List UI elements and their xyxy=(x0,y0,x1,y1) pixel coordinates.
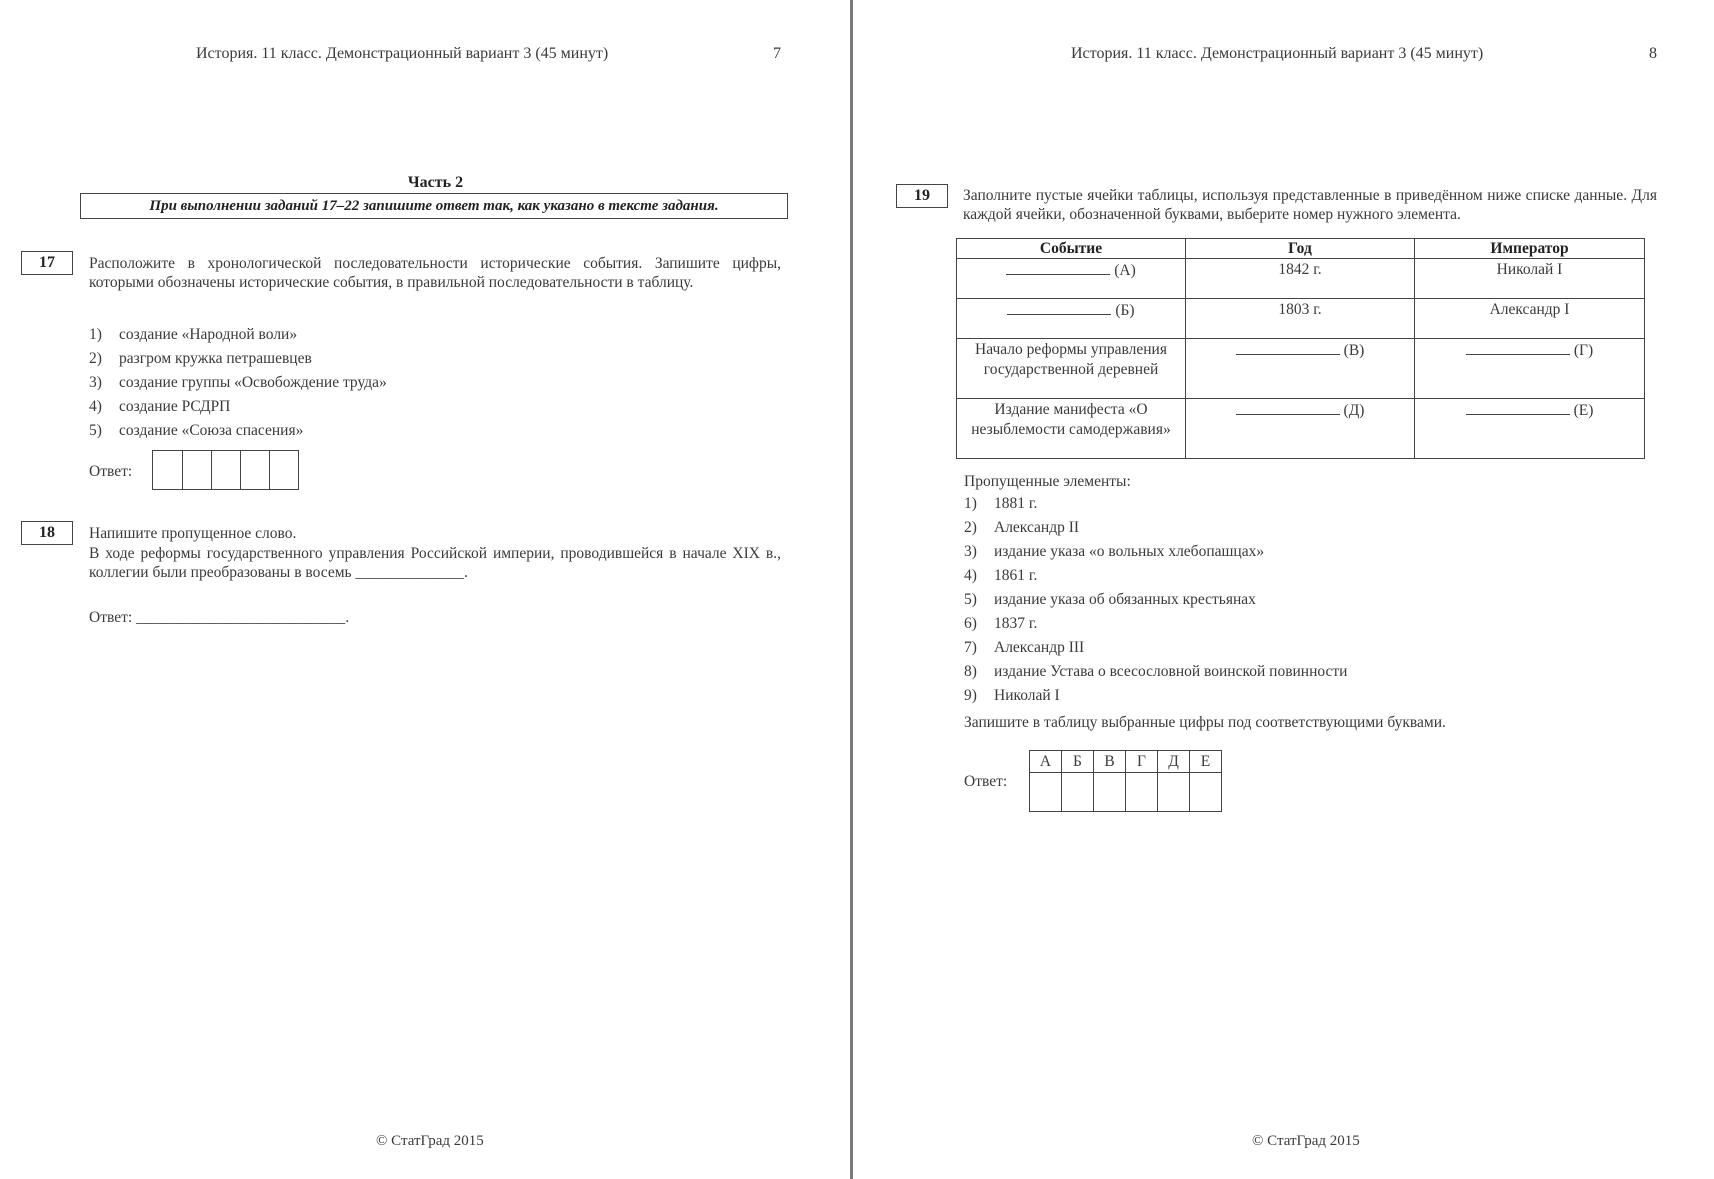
list-item xyxy=(89,368,387,392)
task19-options xyxy=(964,489,1347,705)
cell-emperor xyxy=(1415,299,1645,339)
missing-elements-label: Пропущенные элементы: xyxy=(964,473,1131,490)
instruction-box xyxy=(80,193,788,219)
blank-line[interactable] xyxy=(1006,260,1110,275)
task17-options xyxy=(89,320,387,440)
answer-cell[interactable] xyxy=(1126,773,1158,812)
list-item xyxy=(89,392,387,416)
list-item xyxy=(964,657,1347,681)
task-number-text: 17 xyxy=(39,254,55,271)
answer-cell[interactable] xyxy=(153,451,182,489)
cell-letter: (А) xyxy=(1114,262,1136,280)
list-item-number: 2) xyxy=(89,349,102,367)
cell-emperor-text: Александр I xyxy=(1489,301,1570,319)
list-item-text: издание указа об обязанных крестьянах xyxy=(994,590,1256,608)
list-item-text: 1837 г. xyxy=(994,614,1038,632)
list-item-number: 2) xyxy=(964,518,977,536)
task19-table xyxy=(956,238,1645,459)
page-right xyxy=(853,0,1714,1179)
blank-line[interactable] xyxy=(1466,400,1570,415)
instruction-text: При выполнении заданий 17–22 запишите ответ так, как указано в тексте задания. xyxy=(149,197,719,214)
list-item-number: 3) xyxy=(89,373,102,391)
list-item-text: Николай I xyxy=(994,686,1060,704)
list-item xyxy=(89,344,387,368)
task-number-18 xyxy=(21,521,73,545)
list-item-number: 1) xyxy=(89,325,102,343)
footer: © СтатГрад 2015 xyxy=(1252,1133,1360,1149)
task19-answer-label: Ответ: xyxy=(964,773,1008,790)
cell-letter: (Б) xyxy=(1115,302,1135,320)
list-item-number: 8) xyxy=(964,662,977,680)
list-item-text: создание РСДРП xyxy=(119,397,231,415)
task-number-text: 18 xyxy=(39,524,55,541)
list-item xyxy=(964,489,1347,513)
task-number-17 xyxy=(21,251,73,275)
table-row xyxy=(957,399,1645,459)
list-item xyxy=(964,513,1347,537)
task19-instruction: Запишите в таблицу выбранные цифры под соответствующими буквами. xyxy=(964,714,1446,731)
list-item-text: Александр III xyxy=(994,638,1085,656)
list-item xyxy=(964,633,1347,657)
list-item xyxy=(964,561,1347,585)
cell-letter: (Е) xyxy=(1573,402,1594,420)
list-item-number: 4) xyxy=(89,397,102,415)
cell-letter: (В) xyxy=(1343,342,1365,360)
list-item-text: издание указа «о вольных хлебопашцах» xyxy=(994,542,1265,560)
cell-year xyxy=(1186,299,1415,339)
answer-cell[interactable] xyxy=(1094,773,1126,812)
task18-text: В ходе реформы государственного управления Российской империи, проводившейся в начале XIX в., коллегии были преобразованы в восемь ______________. xyxy=(89,545,781,582)
table-row xyxy=(957,259,1645,299)
list-item-number: 9) xyxy=(964,686,977,704)
running-header: История. 11 класс. Демонстрационный вариант 3 (45 минут) xyxy=(1071,45,1484,62)
table-header-year: Год xyxy=(1186,239,1415,259)
answer-cell[interactable] xyxy=(1062,773,1094,812)
blank-line[interactable] xyxy=(1007,300,1111,315)
list-item-text: создание группы «Освобождение труда» xyxy=(119,373,387,391)
answer-letter: Д xyxy=(1158,751,1190,773)
running-header: История. 11 класс. Демонстрационный вариант 3 (45 минут) xyxy=(196,45,609,62)
cell-event[interactable] xyxy=(957,259,1186,299)
task19-text: Заполните пустые ячейки таблицы, используя представленные в приведённом ниже списке данные. Для каждой ячейки, обозначенной буквами, выберите номер нужного элемента. xyxy=(963,187,1657,224)
answer-letter: Г xyxy=(1126,751,1158,773)
blank-line[interactable] xyxy=(1236,400,1340,415)
cell-event[interactable] xyxy=(957,299,1186,339)
task18-title: Напишите пропущенное слово. xyxy=(89,525,297,542)
table-row xyxy=(957,299,1645,339)
list-item-number: 4) xyxy=(964,566,977,584)
cell-year-text: 1803 г. xyxy=(1278,301,1322,319)
task17-answer-cells xyxy=(152,450,299,490)
page-number: 8 xyxy=(1649,45,1657,62)
list-item-text: создание «Союза спасения» xyxy=(119,421,304,439)
task19-answer-table xyxy=(1029,750,1222,812)
list-item-number: 7) xyxy=(964,638,977,656)
list-item-text: Александр II xyxy=(994,518,1080,536)
list-item-number: 3) xyxy=(964,542,977,560)
task-number-text: 19 xyxy=(914,187,930,204)
cell-year[interactable] xyxy=(1186,339,1415,399)
task18-answer-line[interactable]: Ответ: ___________________________. xyxy=(89,609,350,626)
table-header-emperor: Император xyxy=(1415,239,1645,259)
answer-cell[interactable] xyxy=(269,451,298,489)
list-item-text: создание «Народной воли» xyxy=(119,325,298,343)
cell-year[interactable] xyxy=(1186,399,1415,459)
cell-emperor[interactable] xyxy=(1415,399,1645,459)
blank-line[interactable] xyxy=(1236,340,1340,355)
list-item-number: 1) xyxy=(964,494,977,512)
answer-letter: Б xyxy=(1062,751,1094,773)
page-number: 7 xyxy=(773,45,781,62)
answer-cell[interactable] xyxy=(1030,773,1062,812)
list-item xyxy=(964,585,1347,609)
answer-cell[interactable] xyxy=(1190,773,1222,812)
table-row xyxy=(957,339,1645,399)
list-item xyxy=(89,320,387,344)
list-item-number: 5) xyxy=(964,590,977,608)
answer-cell[interactable] xyxy=(1158,773,1190,812)
cell-letter: (Г) xyxy=(1573,342,1594,360)
cell-year xyxy=(1186,259,1415,299)
list-item-number: 6) xyxy=(964,614,977,632)
list-item-text: издание Устава о всесословной воинской повинности xyxy=(994,662,1348,680)
page-left xyxy=(0,0,851,1179)
cell-year-text: 1842 г. xyxy=(1278,261,1322,279)
list-item-number: 5) xyxy=(89,421,102,439)
cell-emperor[interactable] xyxy=(1415,339,1645,399)
cell-event xyxy=(957,399,1186,459)
list-item-text: 1861 г. xyxy=(994,566,1038,584)
answer-cell[interactable] xyxy=(211,451,240,489)
cell-letter: (Д) xyxy=(1343,402,1365,420)
list-item-text: разгром кружка петрашевцев xyxy=(119,349,312,367)
list-item-text: 1881 г. xyxy=(994,494,1038,512)
cell-emperor-text: Николай I xyxy=(1496,261,1563,279)
task17-answer-label: Ответ: xyxy=(89,463,133,480)
footer: © СтатГрад 2015 xyxy=(376,1133,484,1149)
list-item xyxy=(964,609,1347,633)
cell-event xyxy=(957,339,1186,399)
answer-cell[interactable] xyxy=(182,451,211,489)
cell-event-text: Начало реформы управления государственной деревней xyxy=(975,341,1167,378)
answer-letter: А xyxy=(1030,751,1062,773)
answer-letter: В xyxy=(1094,751,1126,773)
task17-text: Расположите в хронологической последовательности исторические события. Запишите цифры, которыми обозначены исторические события, в правильной последовательности в таблицу. xyxy=(89,255,781,292)
part-title: Часть 2 xyxy=(407,174,464,191)
task-number-19 xyxy=(896,184,948,208)
answer-letter: Е xyxy=(1190,751,1222,773)
cell-emperor xyxy=(1415,259,1645,299)
table-header-event: Событие xyxy=(957,239,1186,259)
blank-line[interactable] xyxy=(1466,340,1570,355)
answer-cell[interactable] xyxy=(240,451,269,489)
list-item xyxy=(964,537,1347,561)
cell-event-text: Издание манифеста «О незыблемости самодержавия» xyxy=(971,401,1171,438)
list-item xyxy=(964,681,1347,705)
list-item xyxy=(89,416,387,440)
